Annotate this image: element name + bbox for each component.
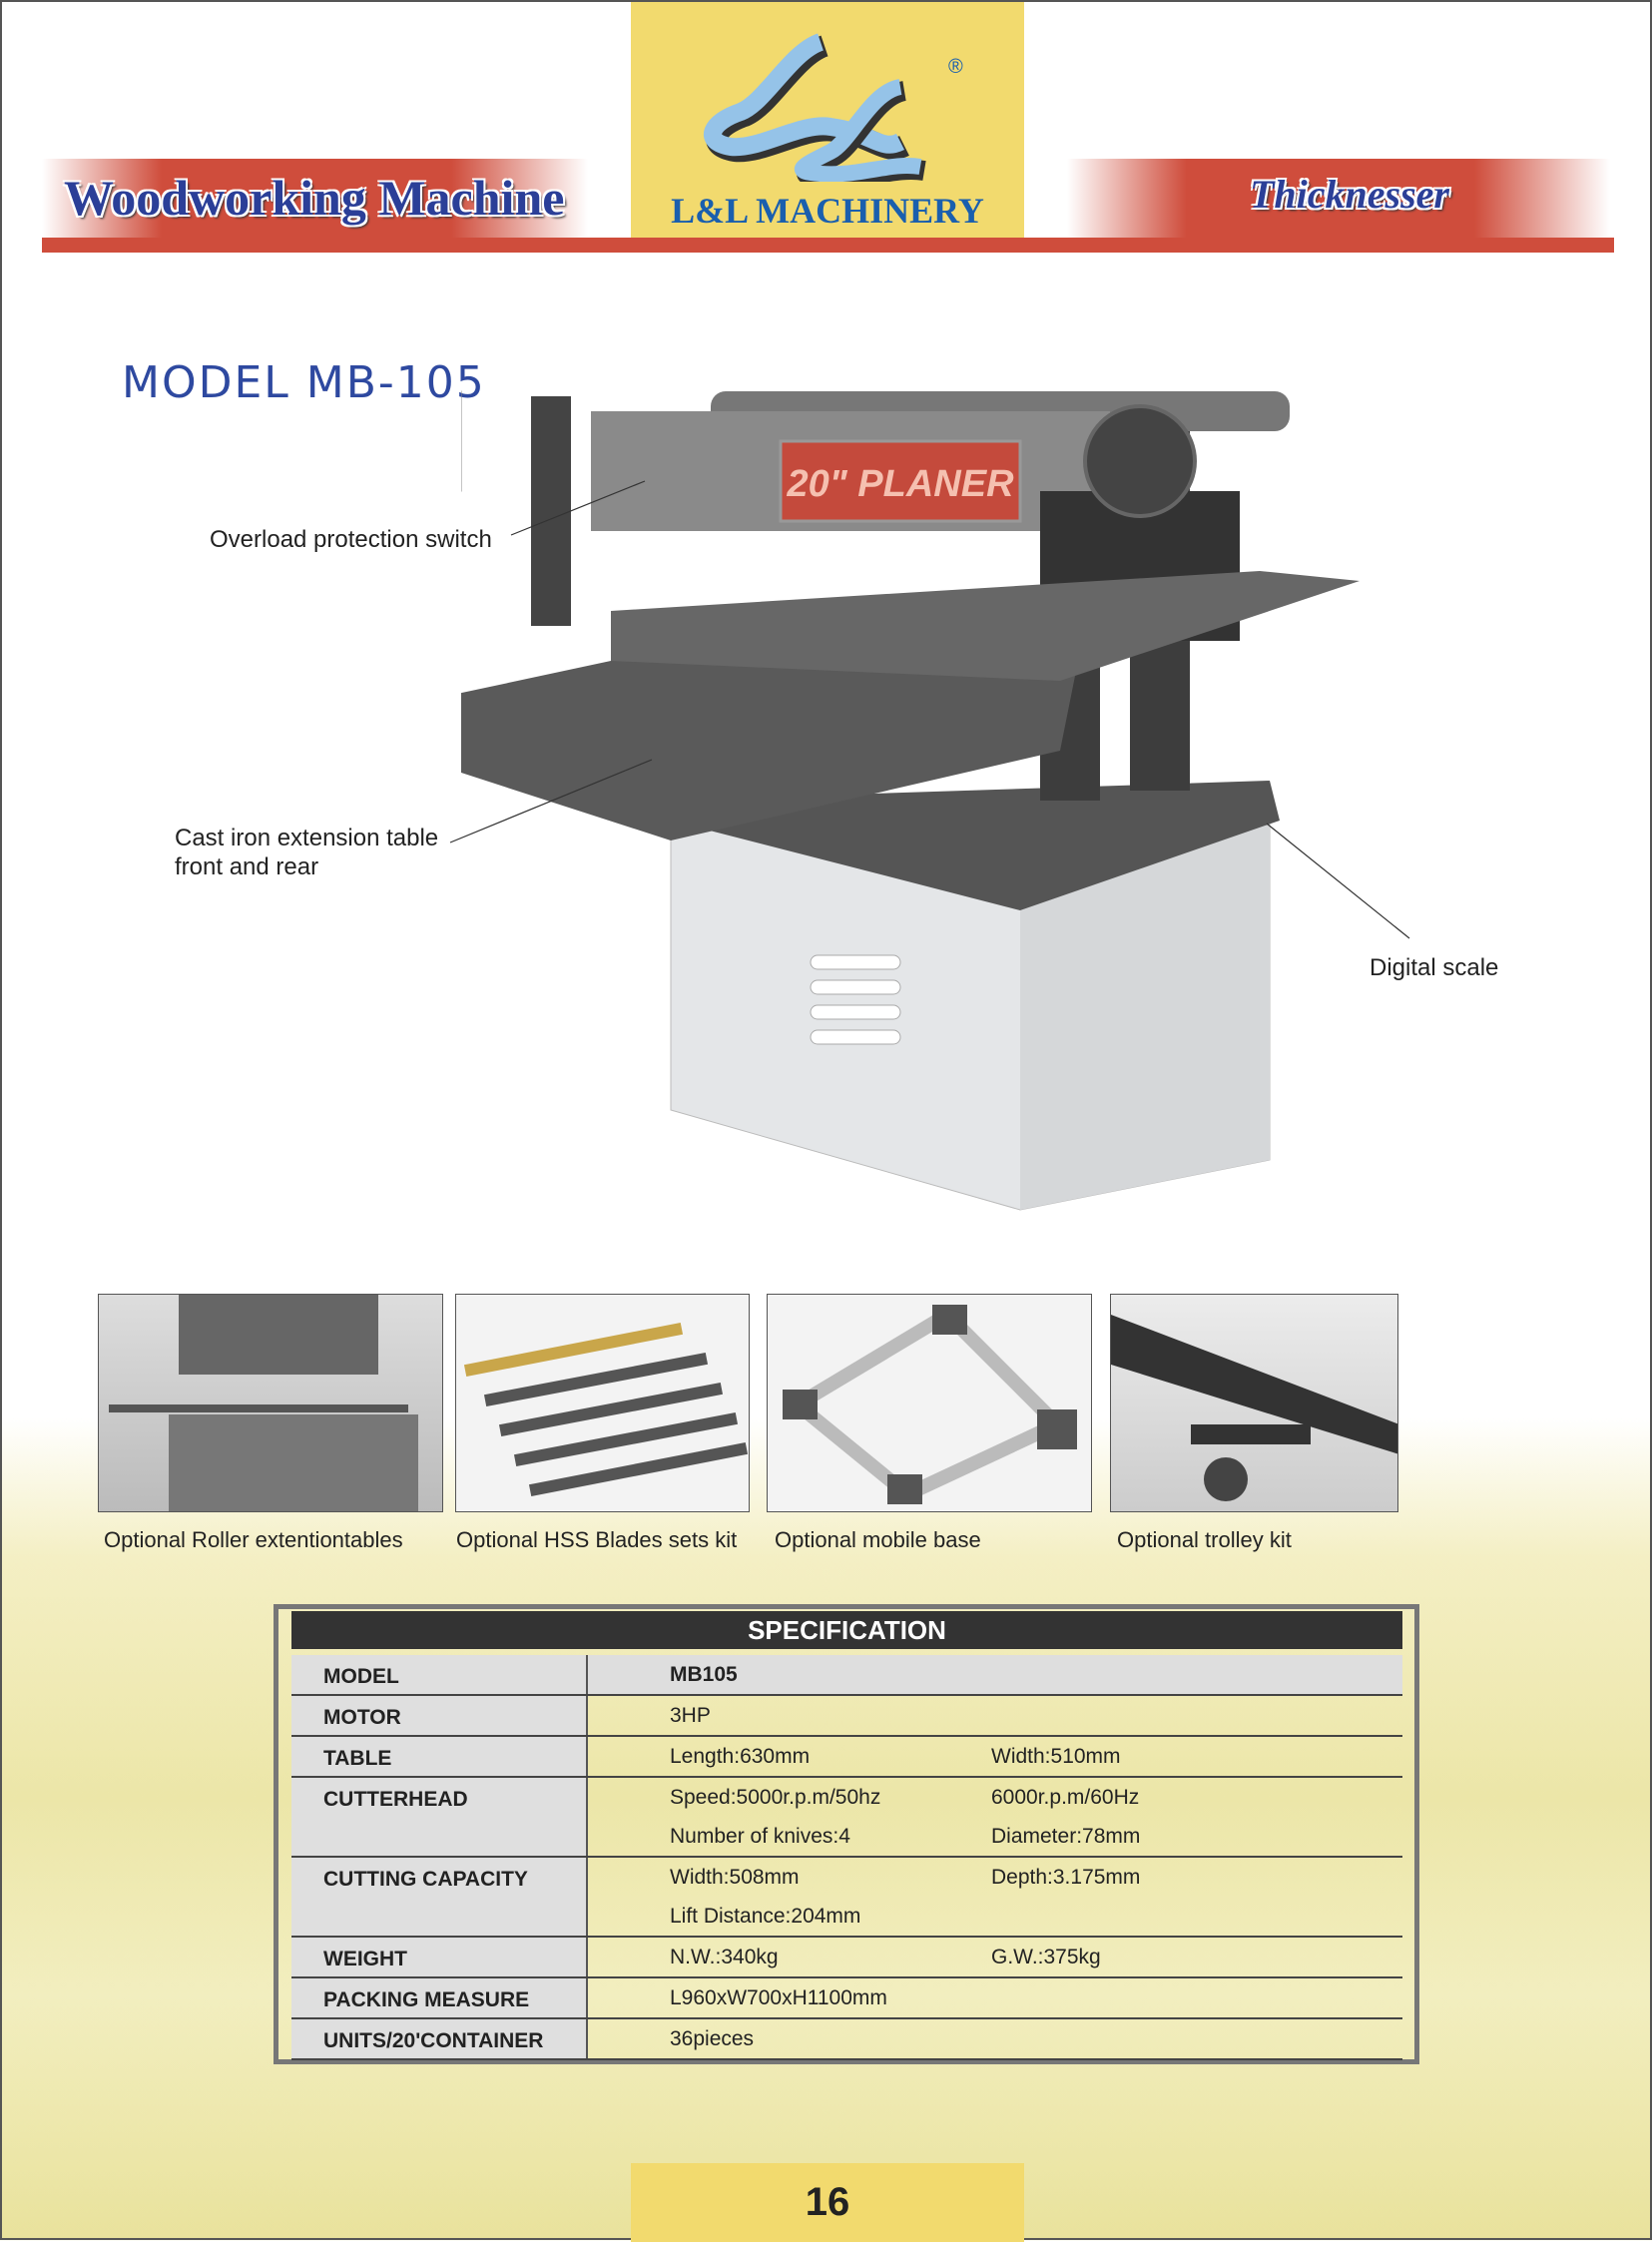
- spec-value: Width:508mm: [670, 1865, 800, 1889]
- spec-value: Length:630mm: [670, 1744, 811, 1768]
- spec-label: PACKING MEASURE: [291, 1978, 588, 2017]
- spec-value: Width:510mm: [991, 1744, 1121, 1768]
- spec-value: Depth:3.175mm: [991, 1865, 1141, 1889]
- callout-extension-table: Cast iron extension table: [175, 825, 439, 851]
- option-image-blades: [455, 1294, 750, 1512]
- option-caption: Optional Roller extentiontables: [104, 1527, 403, 1552]
- spec-value: 36pieces: [670, 2026, 755, 2050]
- spec-title: SPECIFICATION: [291, 1611, 1402, 1649]
- spec-row: [291, 2019, 1402, 2060]
- registered-mark: ®: [948, 56, 963, 78]
- spec-values: [588, 1778, 1402, 1856]
- spec-label: MOTOR: [291, 1696, 588, 1735]
- machine-label: 20" PLANER: [787, 463, 1014, 505]
- spec-rows: [291, 1655, 1402, 2060]
- specification-table: [274, 1604, 1419, 2064]
- spec-label: CUTTERHEAD: [291, 1778, 588, 1856]
- spec-value: Speed:5000r.p.m/50hz: [670, 1785, 881, 1809]
- option-image-roller: [98, 1294, 443, 1512]
- spec-value: L960xW700xH1100mm: [670, 1985, 887, 2009]
- spec-value: Lift Distance:204mm: [670, 1904, 861, 1928]
- spec-value: 3HP: [670, 1703, 711, 1727]
- option-image-mobile-base: [767, 1294, 1092, 1512]
- category-title: Woodworking Machine: [64, 170, 565, 226]
- spec-values: [588, 1655, 1402, 1694]
- spec-row: [291, 1858, 1402, 1938]
- spec-row: [291, 1938, 1402, 1978]
- model-title: MODEL MB-105: [122, 357, 486, 408]
- spec-value: G.W.:375kg: [991, 1945, 1101, 1968]
- spec-row: [291, 1655, 1402, 1696]
- product-type: Thicknesser: [1250, 172, 1449, 217]
- spec-value: Number of knives:4: [670, 1824, 850, 1848]
- spec-value: N.W.:340kg: [670, 1945, 779, 1968]
- page-number: 16: [631, 2163, 1024, 2242]
- spec-values: [588, 1858, 1402, 1936]
- spec-label: UNITS/20'CONTAINER: [291, 2019, 588, 2058]
- spec-values: [588, 1978, 1402, 2017]
- spec-row: [291, 1778, 1402, 1858]
- callout-digital-scale: Digital scale: [1370, 954, 1499, 981]
- callout-lines: [2, 2, 1652, 1300]
- option-caption: Optional trolley kit: [1117, 1527, 1292, 1552]
- spec-label: WEIGHT: [291, 1938, 588, 1976]
- callout-overload-switch: Overload protection switch: [210, 526, 492, 553]
- spec-value: Diameter:78mm: [991, 1824, 1141, 1848]
- option-image-trolley: [1110, 1294, 1398, 1512]
- option-caption: Optional mobile base: [775, 1527, 981, 1552]
- spec-row: [291, 1696, 1402, 1737]
- spec-values: [588, 1938, 1402, 1976]
- spec-values: [588, 1696, 1402, 1735]
- spec-values: [588, 1737, 1402, 1776]
- brand-name: L&L MACHINERY: [671, 191, 984, 231]
- spec-row: [291, 1978, 1402, 2019]
- spec-values: [588, 2019, 1402, 2058]
- spec-value: 6000r.p.m/60Hz: [991, 1785, 1140, 1809]
- spec-label: MODEL: [291, 1655, 588, 1694]
- callout-extension-table-2: front and rear: [175, 853, 319, 880]
- option-caption: Optional HSS Blades sets kit: [456, 1527, 738, 1552]
- spec-label: CUTTING CAPACITY: [291, 1858, 588, 1936]
- spec-label: TABLE: [291, 1737, 588, 1776]
- spec-value: MB105: [670, 1662, 738, 1686]
- spec-row: [291, 1737, 1402, 1778]
